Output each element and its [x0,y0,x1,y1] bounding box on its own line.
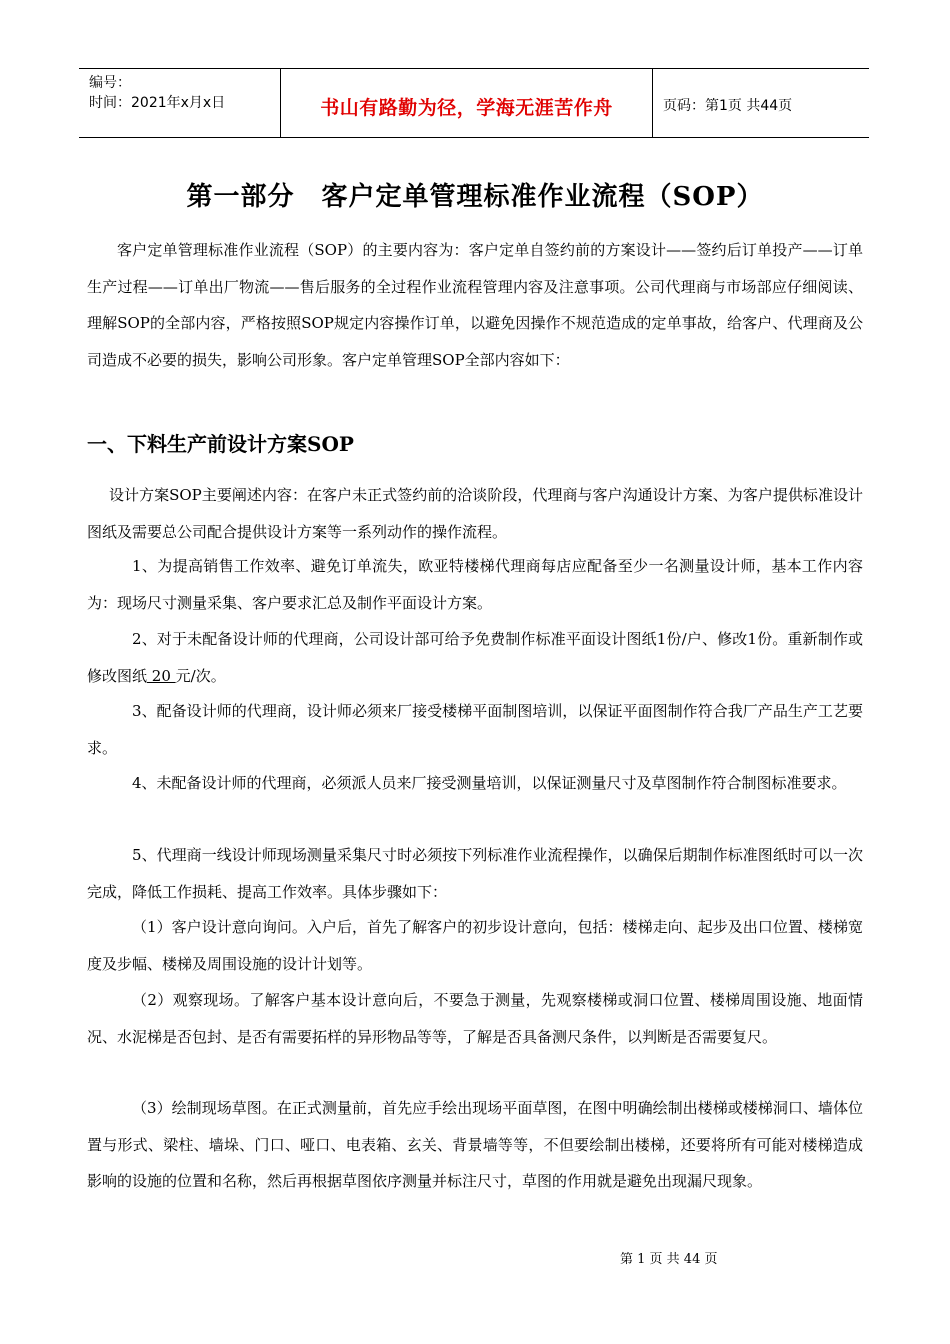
step-1: （1）客户设计意向询问。入户后，首先了解客户的初步设计意向，包括：楼梯走向、起步及出口位置、楼梯宽度及步幅、楼梯及周围设施的设计计划等。 [87,918,863,973]
list-item-4: 4、未配备设计师的代理商，必须派人员来厂接受测量培训，以保证测量尺寸及草图制作符合制图标准要求。 [132,774,847,792]
document-time-label: 时间：2021年x月x日 [89,95,226,111]
list-item-1: 1、为提高销售工作效率、避免订单流失，欧亚特楼梯代理商每店应配备至少一名测量设计师，基本工作内容为：现场尺寸测量采集、客户要求汇总及制作平面设计方案。 [87,557,863,612]
header-page-number: 页码：第1页 共44页 [663,98,793,114]
document-title: 第一部分 客户定单管理标准作业流程（SOP） [186,182,764,212]
page-header [79,68,869,138]
header-page-cell [653,69,869,137]
header-meta-cell [79,69,281,137]
step-2: （2）观察现场。了解客户基本设计意向后，不要急于测量，先观察楼梯或洞口位置、楼梯周围设施、地面情况、水泥梯是否包封、是否有需要拓样的异形物品等等，了解是否具备测尺条件，以判断是否需要复尺。 [87,991,863,1046]
list-item-2 [87,621,863,694]
intro-paragraph: 客户定单管理标准作业流程（SOP）的主要内容为：客户定单自签约前的方案设计——签约后订单投产——订单生产过程——订单出厂物流——售后服务的全过程作业流程管理内容及注意事项。公司代理商与市场部应仔细阅读、理解SOP的全部内容，严格按照SOP规定内容操作订单，以避免因操作不规范造成的定单事故，给客户、代理商及公司造成不必要的损失，影响公司形象。客户定单管理SOP全部内容如下： [87,241,863,369]
step-3: （3）绘制现场草图。在正式测量前，首先应手绘出现场平面草图，在图中明确绘制出楼梯或楼梯洞口、墙体位置与形式、梁柱、墙垛、门口、哑口、电表箱、玄关、背景墙等等，不但要绘制出楼梯，还要将所有可能对楼梯造成影响的设施的位置和名称，然后再根据草图依序测量并标注尺寸，草图的作用就是避免出现漏尺现象。 [87,1099,863,1190]
fee-value: 20 [147,666,176,685]
header-motto: 书山有路勤为径，学海无涯苦作舟 [320,97,613,119]
list-item-2-unit: 元/次。 [175,666,226,685]
section-summary: 设计方案SOP主要阐述内容：在客户未正式签约前的洽谈阶段，代理商与客户沟通设计方案、为客户提供标准设计图纸及需要总公司配合提供设计方案等一系列动作的操作流程。 [87,486,863,541]
header-motto-cell [281,69,653,137]
list-item-3: 3、配备设计师的代理商，设计师必须来厂接受楼梯平面制图培训，以保证平面图制作符合我厂产品生产工艺要求。 [87,702,863,757]
section-heading: 一、下料生产前设计方案SOP [87,432,354,456]
list-item-2-text: 2、对于未配备设计师的代理商，公司设计部可给予免费制作标准平面设计图纸1份/户、修改1份。重新制作或修改图纸 [87,630,863,685]
page-footer: 第 1 页 共 44 页 [620,1252,718,1267]
document-number-label: 编号： [89,75,131,91]
list-item-5: 5、代理商一线设计师现场测量采集尺寸时必须按下列标准作业流程操作，以确保后期制作标准图纸时可以一次完成，降低工作损耗、提高工作效率。具体步骤如下： [87,846,863,901]
